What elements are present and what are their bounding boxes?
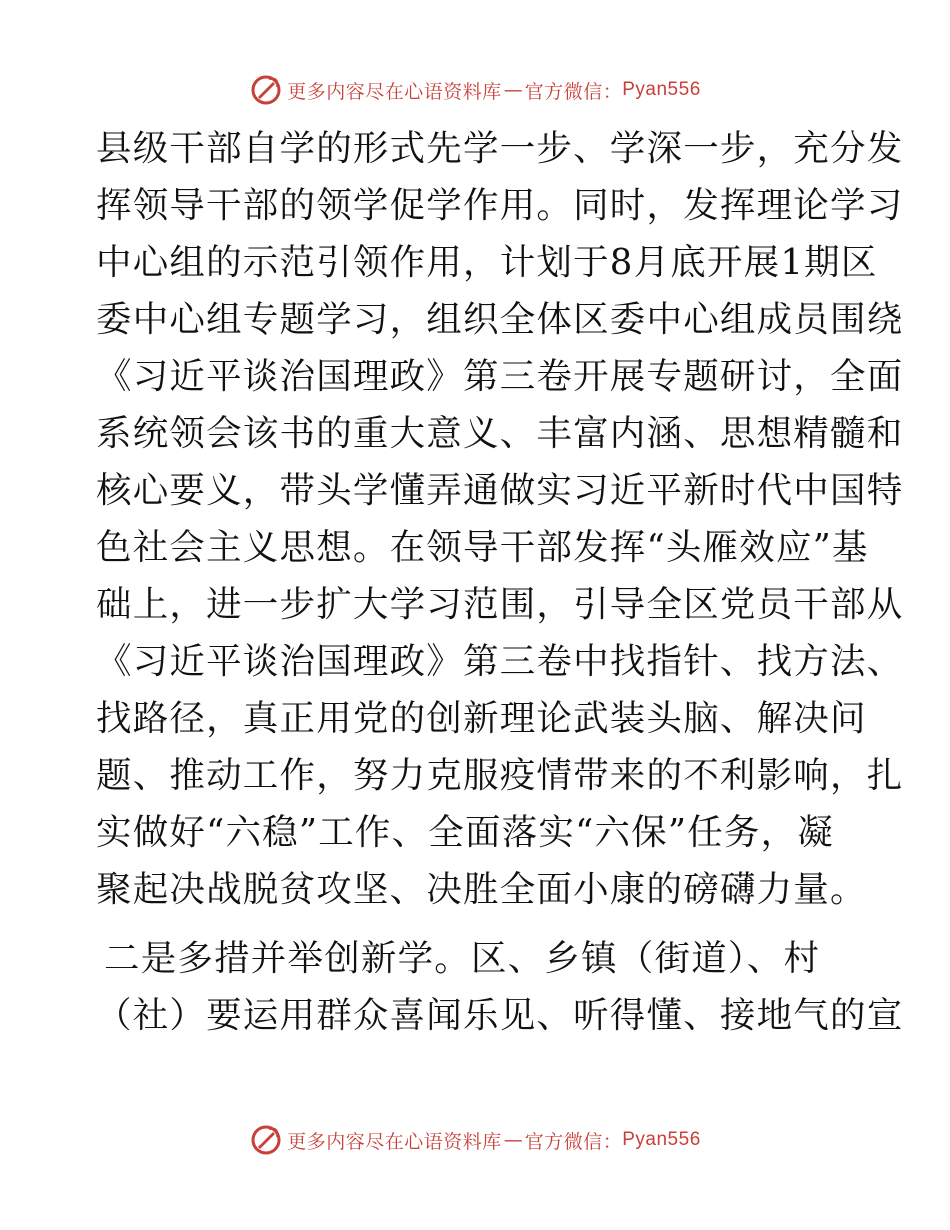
- text-line: 题、推动工作，努力克服疫情带来的不利影响，扎: [96, 755, 904, 796]
- watermark-separator: —: [503, 1129, 523, 1151]
- text-line: 聚起决战脱贫攻坚、决胜全面小康的磅礴力量。: [96, 869, 867, 910]
- text-line: 色社会主义思想。在领导干部发挥“头雁效应”基: [96, 527, 869, 568]
- text-line: 《习近平谈治国理政》第三卷中找指针、找方法、: [96, 641, 904, 682]
- header-watermark: [0, 70, 950, 110]
- paragraph-gap: [96, 918, 856, 930]
- text-line: 县级干部自学的形式先学一步、学深一步，充分发: [96, 128, 904, 169]
- text-line: 挥领导干部的领学促学作用。同时，发挥理论学习: [96, 185, 904, 226]
- text-line: （社）要运用群众喜闻乐见、听得懂、接地气的宣: [96, 995, 904, 1036]
- watermark-account: Pyan556: [622, 1129, 701, 1150]
- watermark-official-label: 官方微信：: [524, 80, 623, 103]
- text-line: 委中心组专题学习，组织全体区委中心组成员围绕: [96, 299, 904, 340]
- text-line: 找路径，真正用党的创新理论武装头脑、解决问: [96, 698, 867, 739]
- watermark-account: Pyan556: [622, 79, 701, 100]
- watermark-text: 更多内容尽在心语资料库: [287, 1130, 502, 1153]
- watermark-official-label: 官方微信：: [524, 1130, 623, 1153]
- text-line: 中心组的示范引领作用，计划于8月底开展1期区: [96, 242, 878, 283]
- text-line: 二是多措并举创新学。区、乡镇（街道）、村: [104, 938, 821, 979]
- text-line: 核心要义，带头学懂弄通做实习近平新时代中国特: [96, 470, 904, 511]
- footer-watermark: [0, 1120, 950, 1160]
- watermark-text: 更多内容尽在心语资料库: [287, 80, 502, 103]
- text-line: 系统领会该书的重大意义、丰富内涵、思想精髓和: [96, 413, 904, 454]
- text-line: 础上，进一步扩大学习范围，引导全区党员干部从: [96, 584, 904, 625]
- red-quill-seal-icon: [249, 1123, 283, 1157]
- document-body: [96, 120, 904, 1044]
- watermark-separator: —: [503, 79, 523, 101]
- text-line: 《习近平谈治国理政》第三卷开展专题研讨，全面: [96, 356, 904, 397]
- red-quill-seal-icon: [249, 73, 283, 107]
- text-line: 实做好“六稳”工作、全面落实“六保”任务，凝: [96, 812, 834, 853]
